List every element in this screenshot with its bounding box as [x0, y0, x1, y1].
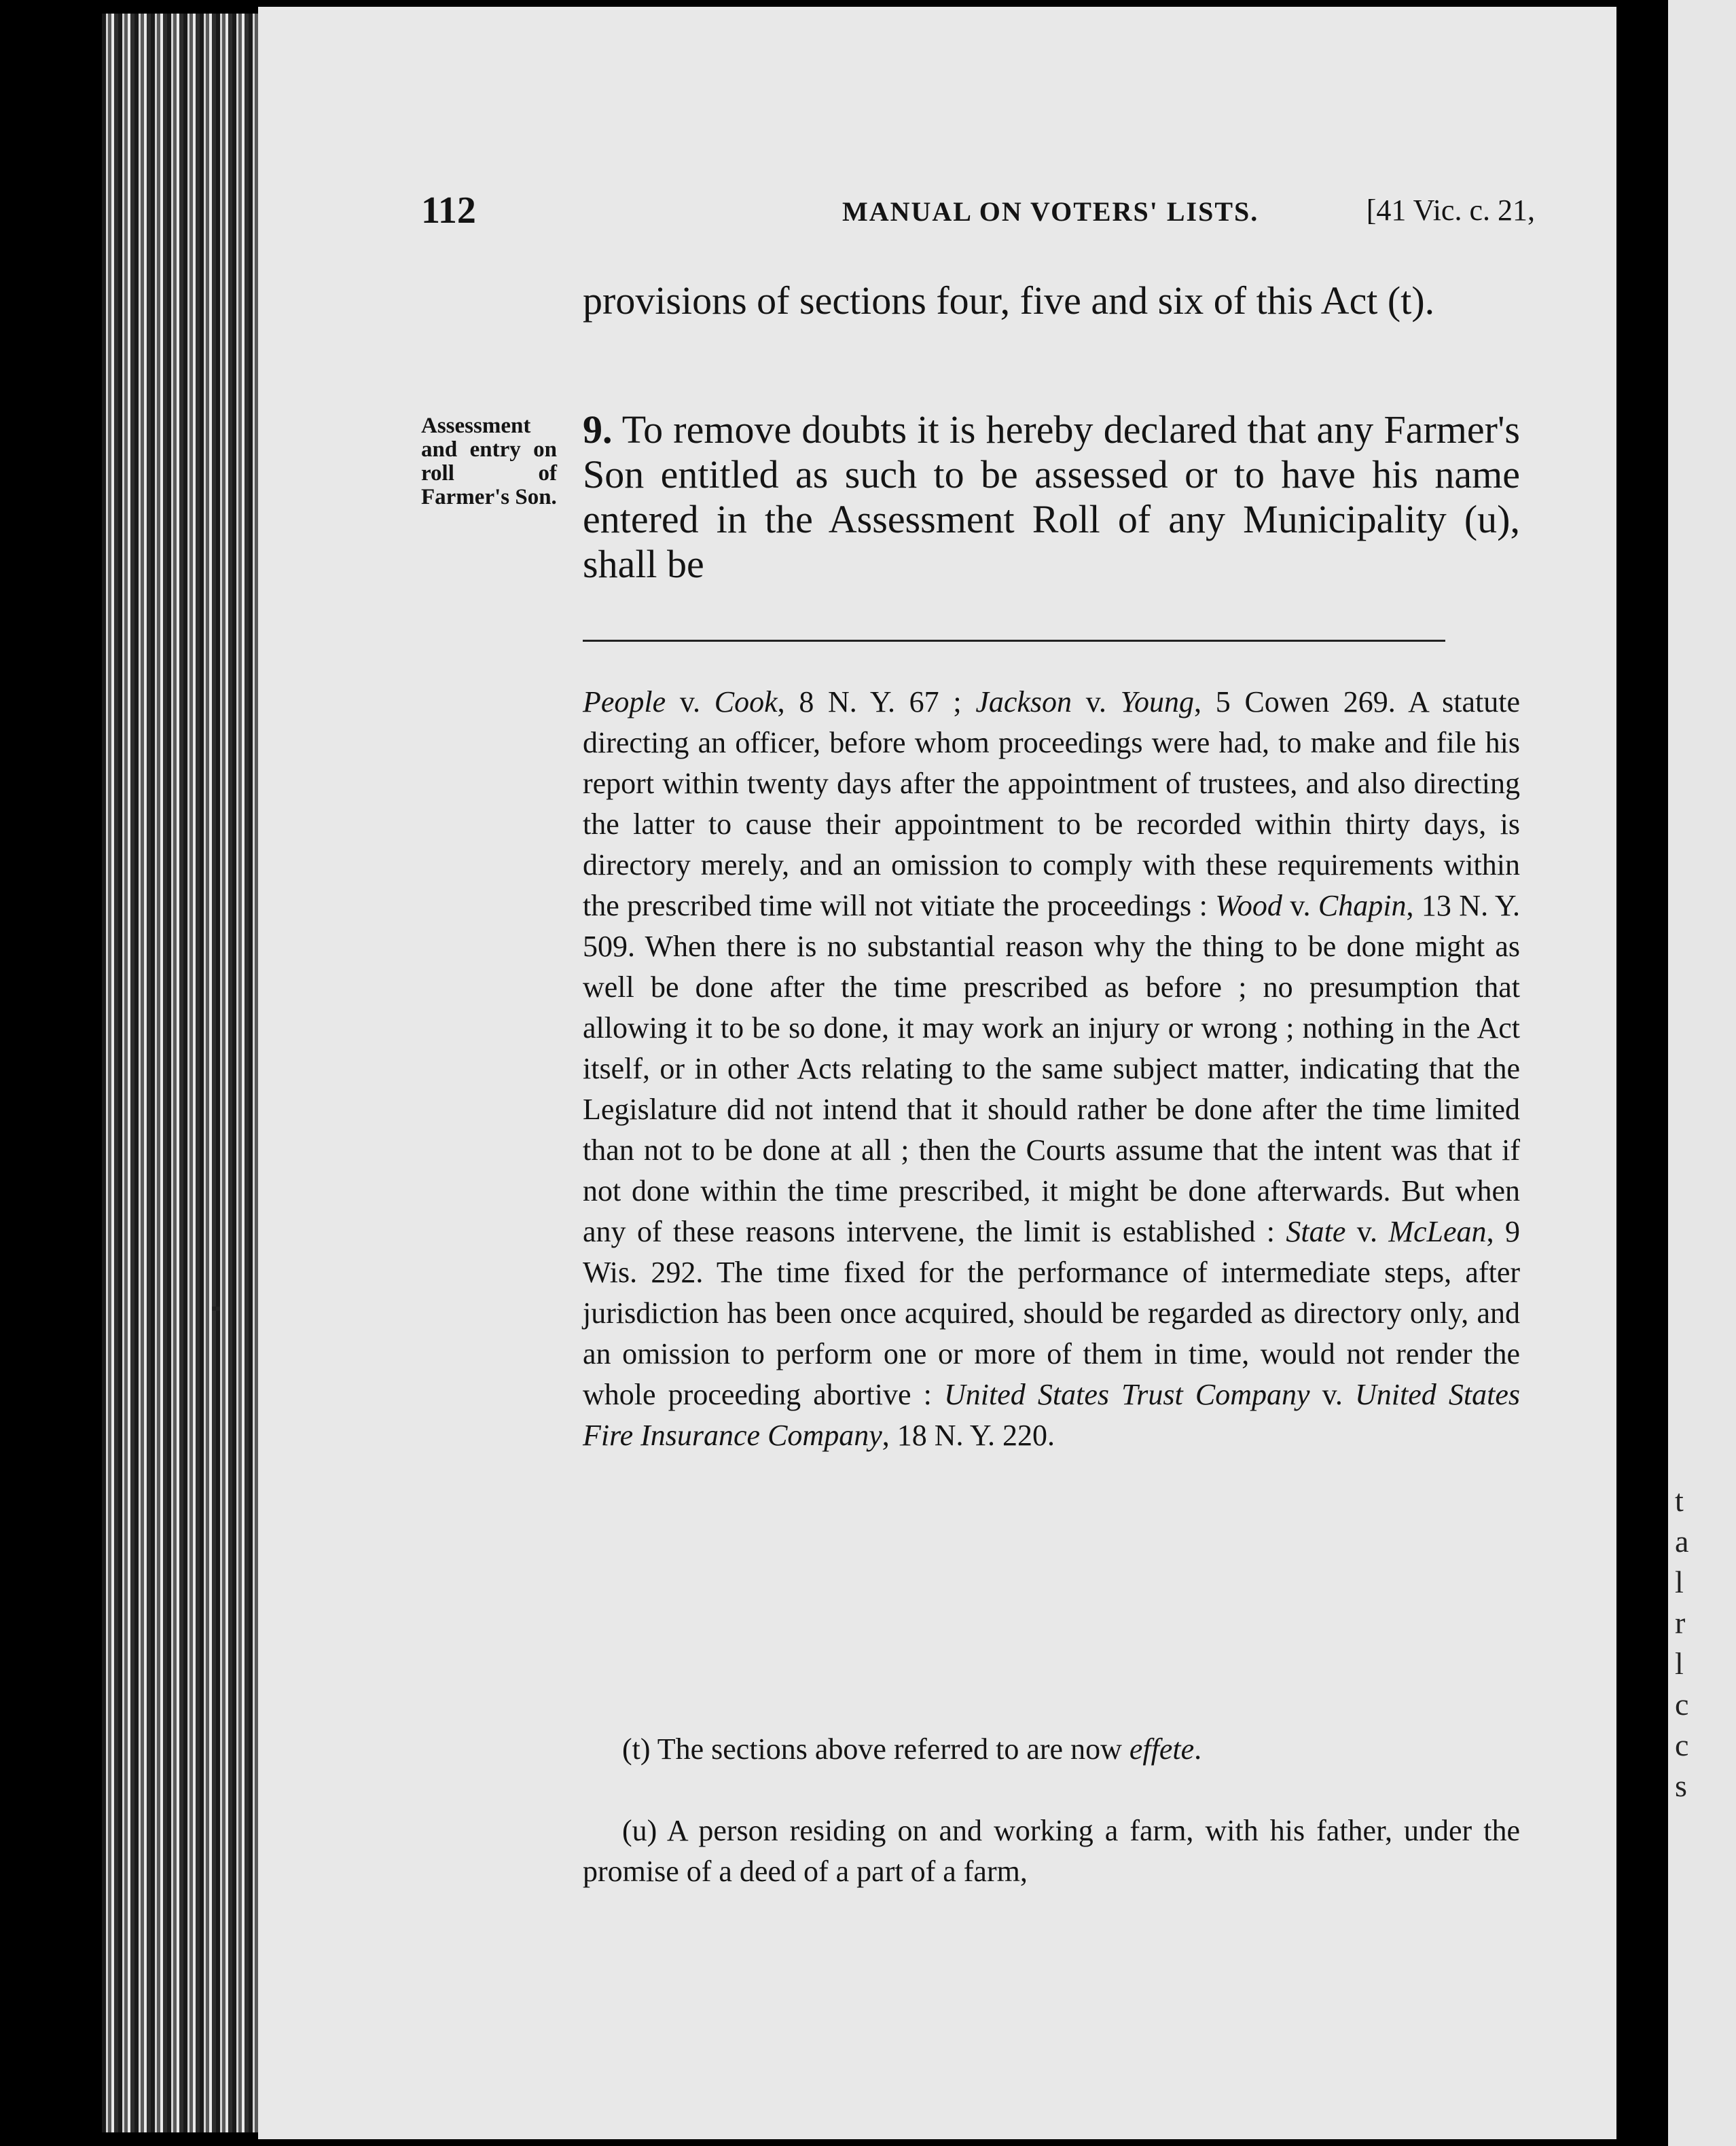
edge-letter: c: [1675, 1687, 1689, 1722]
section-text: To remove doubts it is hereby declared that any Farmer's Son entitled as such to be assessed or to have his name entered in the Assessment Roll of any Municipality (u), shall be: [583, 407, 1521, 586]
footnote-text: A person residing on and working a farm, with his father, under the promise of a deed of a part of a farm,: [583, 1814, 1520, 1888]
note-continuation: [583, 682, 1520, 1456]
case-name: McLean: [1388, 1215, 1487, 1248]
section-number: 9.: [583, 407, 613, 452]
edge-letter: l: [1675, 1565, 1684, 1599]
footnote-marker: (t): [622, 1732, 651, 1766]
facing-page-edge-text: [1675, 1480, 1729, 1806]
running-title: MANUAL ON VOTERS' LISTS.: [842, 196, 1259, 227]
case-name: Wood: [1215, 889, 1282, 922]
footnote-emphasis: effete: [1129, 1732, 1195, 1766]
statute-reference: [41 Vic. c. 21,: [1366, 194, 1535, 227]
case-name: United States Trust Company: [944, 1378, 1310, 1411]
footnote-text: The sections above referred to are now: [650, 1732, 1129, 1766]
note-text: , 8 N. Y. 67 ;: [777, 685, 976, 719]
note-text: , 9 Wis. 292. The time fixed for the performance of intermediate steps, after jurisdiction has been once acquired, should be regarded as directory only, and an omission to perform one or more of them in time, would not render the whole proceeding abortive :: [583, 1215, 1520, 1411]
note-text: v.: [1072, 685, 1121, 719]
case-name: People: [583, 685, 666, 719]
facing-page: [1668, 0, 1736, 2146]
footnote-t: [583, 1729, 1520, 1770]
note-text: v.: [1309, 1378, 1355, 1411]
edge-letter: c: [1675, 1728, 1689, 1762]
edge-letter: t: [1675, 1483, 1684, 1518]
edge-letter: l: [1675, 1646, 1684, 1681]
page-edges: [102, 14, 265, 2132]
case-name: Cook: [714, 685, 778, 719]
book-page: [258, 7, 1616, 2139]
note-text: v.: [1282, 889, 1318, 922]
running-head: [421, 189, 1535, 243]
section-9: [583, 407, 1520, 587]
note-text: , 13 N. Y. 509. When there is no substantial reason why the thing to be done might as well be done after the time prescribed as before ; no presumption that allowing it to be so done, it may work an injury or wrong ; nothing in the Act itself, or in other Acts relating to the same subject matter, indicating that the Legislature did not intend that it should rather be done after the time limited than not to be done at all ; then the Courts assume that the intent was that if not done within the time prescribed, it might be done afterwards. But when any of these reasons intervene, the limit is established :: [583, 889, 1520, 1248]
case-name: United States Fire Insurance Company: [583, 1378, 1520, 1452]
edge-letter: a: [1675, 1524, 1689, 1559]
case-name: Chapin: [1318, 889, 1407, 922]
note-text: , 18 N. Y. 220.: [882, 1419, 1055, 1452]
case-name: State: [1286, 1215, 1346, 1248]
case-name: Young: [1120, 685, 1195, 719]
marginal-note: Assessment and entry on roll of Farmer's Son.: [421, 414, 557, 509]
case-name: Jackson: [975, 685, 1072, 719]
body-continuation: provisions of sections four, five and six of this Act (t).: [583, 278, 1435, 323]
page-number: 112: [421, 189, 476, 232]
stray-mark: [212, 1307, 220, 1311]
note-text: , 5 Cowen 269. A statute directing an officer, before whom proceedings were had, to make and file his report within twenty days after the appointment of trustees, and also directing the latter to cause their appointment to be recorded within thirty days, is directory merely, and an omission to comply with these requirements within the prescribed time will not vitiate the proceedings :: [583, 685, 1520, 922]
note-text: v.: [666, 685, 715, 719]
note-text: v.: [1345, 1215, 1389, 1248]
footnote-rule: [583, 640, 1445, 642]
footnote-end: .: [1194, 1732, 1202, 1766]
edge-letter: r: [1675, 1605, 1686, 1640]
footnote-u: [583, 1811, 1520, 1892]
edge-letter: s: [1675, 1768, 1687, 1803]
footnote-marker: (u): [622, 1814, 657, 1847]
